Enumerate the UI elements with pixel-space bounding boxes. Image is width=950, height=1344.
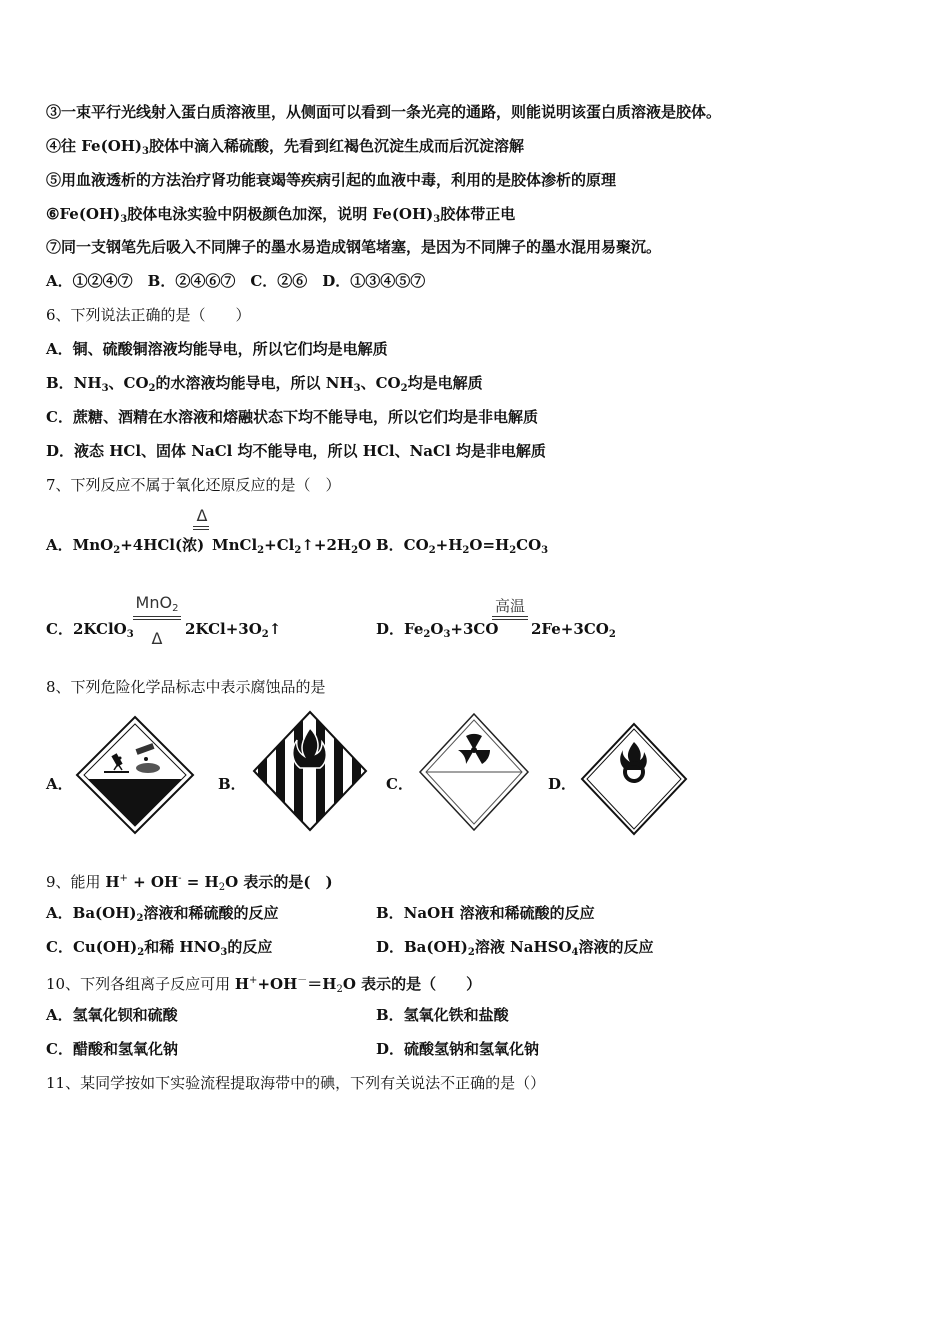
q8-label-a: A． bbox=[46, 775, 73, 793]
q7-option-c-right: $2KCl+3O_2↑$ bbox=[185, 620, 282, 640]
q9-option-a: A．$Ba(OH)_2$溶液和稀硫酸的反应 bbox=[46, 904, 279, 924]
q8-label-d: D． bbox=[548, 775, 577, 793]
q9-option-d: D．$Ba(OH)_2$溶液 NaHSO$_4$溶液的反应 bbox=[376, 938, 654, 958]
corrosive-sign-icon bbox=[74, 714, 196, 836]
statement-7: ⑦同一支钢笔先后吸入不同牌子的墨水易造成钢笔堵塞，是因为不同牌子的墨水混用易聚沉。 bbox=[46, 238, 662, 256]
statement-4: ④往 $Fe(OH)_3$胶体中滴入稀硫酸，先看到红褐色沉淀生成而后沉淀溶解 bbox=[46, 137, 525, 157]
q7-option-d-right: $2Fe+3CO_2$ bbox=[531, 620, 616, 640]
q7-a-equal-sign bbox=[193, 526, 209, 530]
q7-option-b: B．$CO_2+H_2O=H_2CO_3$ bbox=[376, 536, 549, 556]
q8-stem: 8、下列危险化学品标志中表示腐蚀品的是 bbox=[46, 678, 326, 696]
q8-label-b: B． bbox=[218, 775, 246, 793]
q10-option-b: B．氢氧化铁和盐酸 bbox=[376, 1006, 509, 1024]
q7-c-equal-sign bbox=[133, 616, 181, 620]
oxidizer-sign-icon bbox=[580, 722, 688, 836]
q10-stem: 10、下列各组离子反应可用 $H^++OH^-=H_2O$ 表示的是（ ） bbox=[46, 975, 482, 995]
q7-option-a-right: $MnCl_2+Cl_2↑+2H_2O$ bbox=[212, 536, 372, 556]
q7-option-a-left: A．MnO$_2$+4HCl(浓) bbox=[46, 536, 205, 556]
q10-option-c: C．醋酸和氢氧化钠 bbox=[46, 1040, 178, 1058]
q7-stem: 7、下列反应不属于氧化还原反应的是（ ） bbox=[46, 476, 341, 494]
statement-5: ⑤用血液透析的方法治疗肾功能衰竭等疾病引起的血液中毒，利用的是胶体渗析的原理 bbox=[46, 171, 617, 189]
q7-d-condition: 高温 bbox=[494, 597, 525, 615]
q11-stem: 11、某同学按如下实验流程提取海带中的碘，下列有关说法不正确的是（） bbox=[46, 1074, 546, 1092]
q6-option-b: B．$NH_3$、$CO_2$的水溶液均能导电，所以 $NH_3$、$CO_2$均是电解质 bbox=[46, 374, 483, 394]
q10-option-a: A．氢氧化钡和硫酸 bbox=[46, 1006, 178, 1024]
q9-stem: 9、能用 $H^+ + OH^- = H_2O$ 表示的是( ) bbox=[46, 873, 333, 893]
flammable-solid-sign-icon bbox=[252, 710, 368, 832]
q6-option-c: C．蔗糖、酒精在水溶液和熔融状态下均不能导电，所以它们均是非电解质 bbox=[46, 408, 538, 426]
q7-a-condition: Δ bbox=[196, 506, 208, 525]
q8-label-c: C． bbox=[386, 775, 413, 793]
q9-option-c: C．$Cu(OH)_2$和稀 $HNO_3$的反应 bbox=[46, 938, 273, 958]
q6-option-d: D．液态 HCl、固体 NaCl 均不能导电，所以 HCl、NaCl 均是非电解质 bbox=[46, 442, 546, 460]
q7-c-condition-bottom: Δ bbox=[151, 629, 163, 648]
q7-option-c-left: C．2KClO$_3$ bbox=[46, 620, 134, 640]
q6-stem: 6、下列说法正确的是（ ） bbox=[46, 306, 251, 324]
q7-option-d-left: D．$Fe_2O_3+3CO$ bbox=[376, 620, 499, 640]
q7-d-equal-sign bbox=[492, 616, 528, 620]
statement-3: ③一束平行光线射入蛋白质溶液里，从侧面可以看到一条光亮的通路，则能说明该蛋白质溶液是胶体。 bbox=[46, 103, 722, 121]
q5-options: A．①②④⑦ B．②④⑥⑦ C．②⑥ D．①③④⑤⑦ bbox=[46, 272, 426, 290]
radioactive-sign-icon bbox=[418, 712, 530, 832]
q7-c-condition-top: MnO$_2$ bbox=[135, 593, 179, 614]
q6-option-a: A．铜、硫酸铜溶液均能导电，所以它们均是电解质 bbox=[46, 340, 388, 358]
q10-option-d: D．硫酸氢钠和氢氧化钠 bbox=[376, 1040, 540, 1058]
statement-6: $⑥Fe(OH)_3$胶体电泳实验中阴极颜色加深，说明 $Fe(OH)_3$胶体带正电 bbox=[46, 205, 516, 225]
q9-option-b: B．NaOH 溶液和稀硫酸的反应 bbox=[376, 904, 595, 922]
